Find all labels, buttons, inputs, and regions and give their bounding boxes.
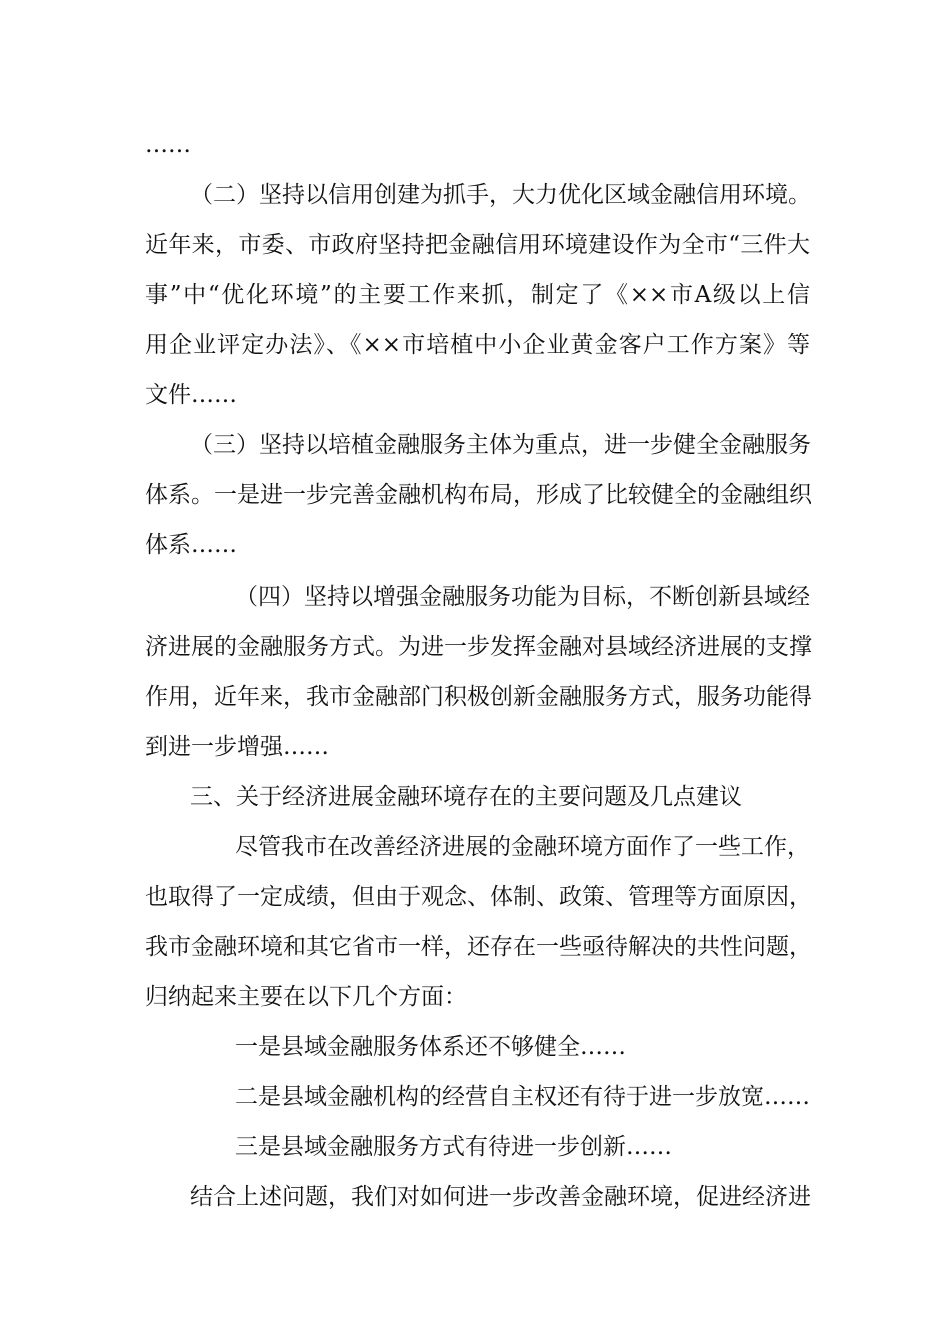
paragraph-line: （四）坚持以增强金融服务功能为目标，不断创新县域经 [235,584,810,610]
paragraph-line: 作用，近年来，我市金融部门积极创新金融服务方式，服务功能得 [145,684,812,710]
paragraph-line: 体系。一是进一步完善金融机构布局，形成了比较健全的金融组织 [145,482,812,508]
section-heading: 三、关于经济进展金融环境存在的主要问题及几点建议 [190,784,742,810]
paragraph-line: 结合上述问题，我们对如何进一步改善金融环境，促进经济进 [190,1184,811,1210]
list-item: 一是县域金融服务体系还不够健全…… [235,1034,626,1060]
paragraph-line: 尽管我市在改善经济进展的金融环境方面作了一些工作， [235,834,810,860]
paragraph-line: 事”中“优化环境”的主要工作来抓，制定了《××市A级以上信 [145,282,810,308]
ellipsis-line: …… [145,132,191,158]
list-item: 三是县域金融服务方式有待进一步创新…… [235,1134,672,1160]
paragraph-line: （三）坚持以培植金融服务主体为重点，进一步健全金融服务 [190,432,811,458]
paragraph-line: 用企业评定办法》、《××市培植中小企业黄金客户工作方案》等 [145,332,810,358]
paragraph-line: 归纳起来主要在以下几个方面： [145,984,467,1010]
paragraph-line: 济进展的金融服务方式。为进一步发挥金融对县域经济进展的支撑 [145,634,812,660]
paragraph-line: （二）坚持以信用创建为抓手，大力优化区域金融信用环境。 [190,182,811,208]
paragraph-line: 体系…… [145,532,237,558]
list-item: 二是县域金融机构的经营自主权还有待于进一步放宽…… [235,1084,810,1110]
paragraph-line: 近年来，市委、市政府坚持把金融信用环境建设作为全市“三件大 [145,232,810,258]
paragraph-line: 到进一步增强…… [145,734,329,760]
paragraph-line: 我市金融环境和其它省市一样，还存在一些亟待解决的共性问题， [145,934,812,960]
paragraph-line: 也取得了一定成绩，但由于观念、体制、政策、管理等方面原因， [145,884,812,910]
paragraph-line: 文件…… [145,382,237,408]
